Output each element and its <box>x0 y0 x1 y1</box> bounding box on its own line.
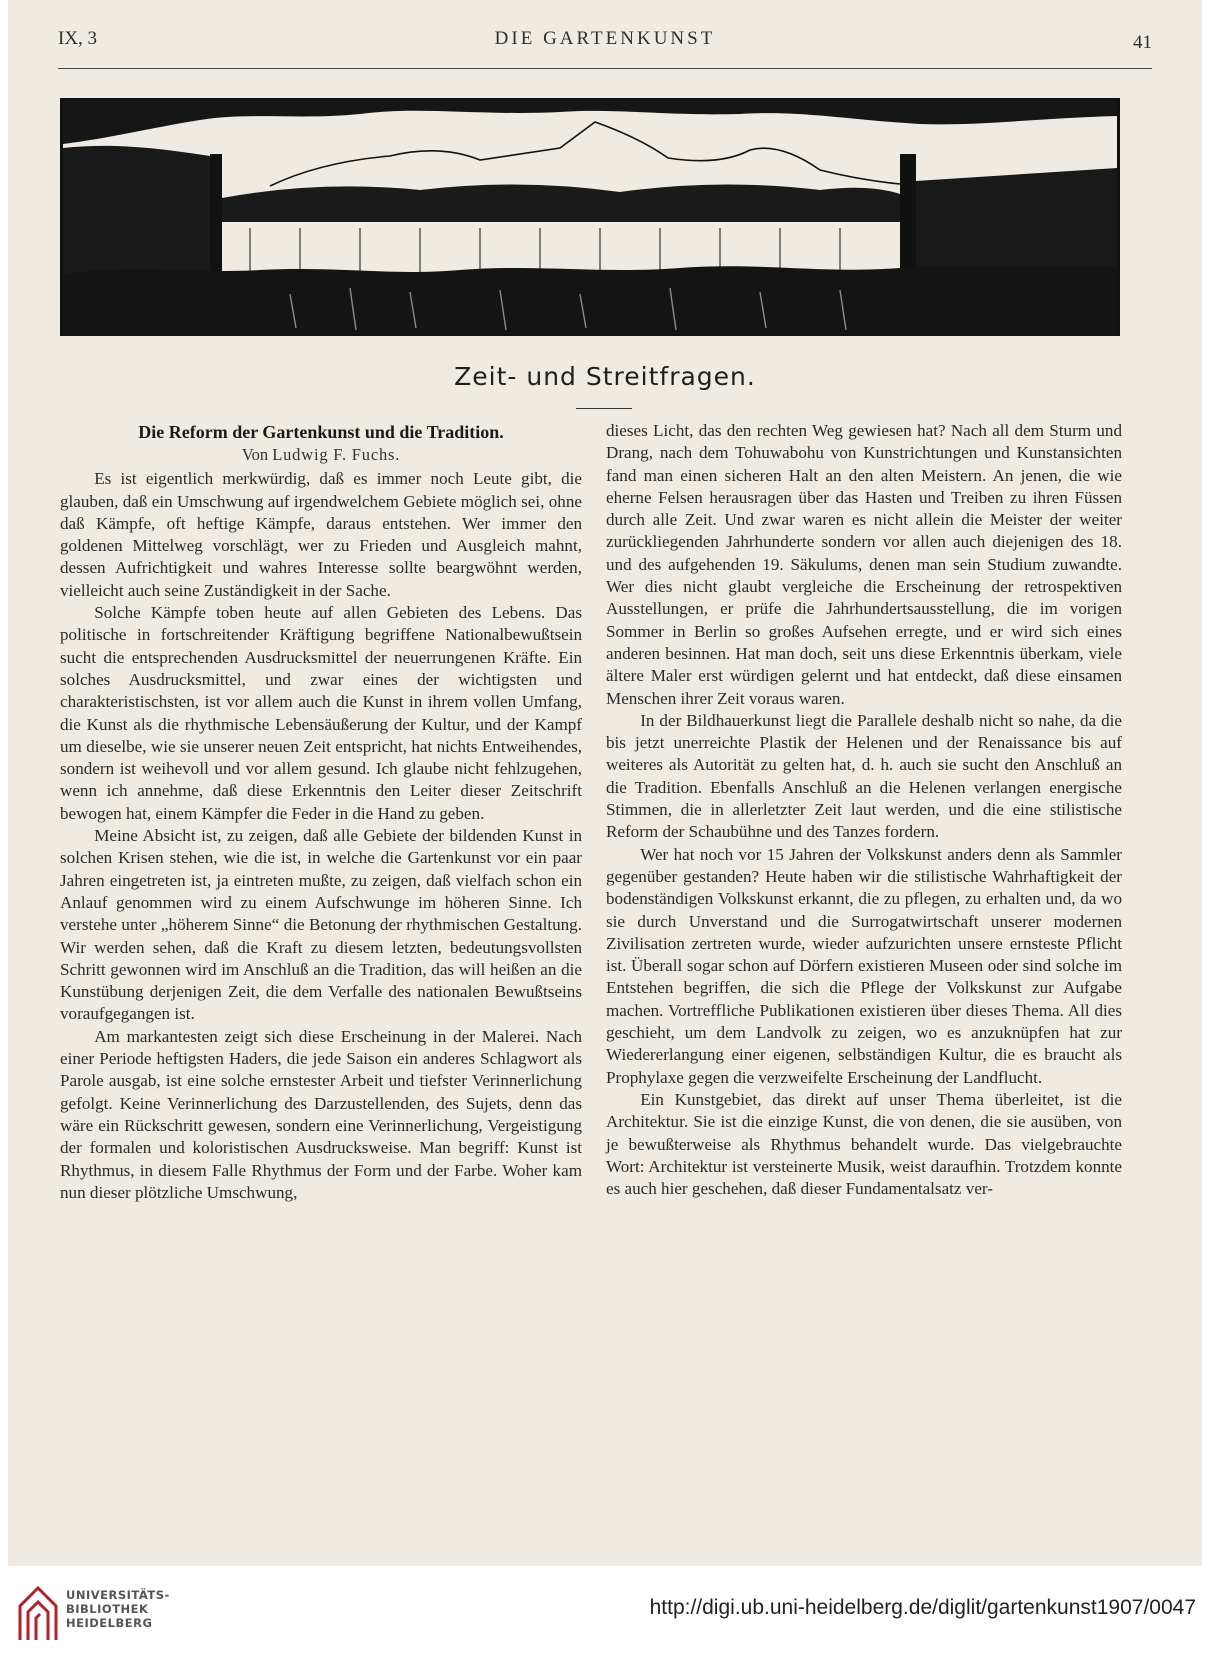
scanned-page <box>8 0 1202 1566</box>
header-rule <box>58 68 1152 69</box>
paragraph: In der Bildhauerkunst liegt die Parallele deshalb nicht so nahe, da die bis jetzt unerreichte Plastik der Helenen und der Renaissance bis auf weiteres als Autorität zu gelten hat, d. h. auch sie sucht den Anschluß an die Tradition. Ebenfalls Anschluß an die Helenen verlangen energische Stimmen, die in allerletzter Zeit laut werden, und die eine stilistische Reform der Schaubühne und des Tanzes fordern. <box>606 710 1122 842</box>
paragraph: Es ist eigentlich merkwürdig, daß es immer noch Leute gibt, die glauben, daß ein Umschwung auf irgendwelchem Gebiete möglich sei, ohne daß Kämpfe, oft heftige Kämpfe, daraus entstehen. Wer immer den goldenen Mittelweg vorschlägt, wer zu Frieden und Ausgleich mahnt, dessen Aufrichtigkeit und wahres Interesse sollte beargwöhnt werden, vielleicht auch seine Zuständigkeit in der Sache. <box>60 469 582 600</box>
section-title: Zeit- und Streitfragen. <box>454 362 756 391</box>
byline-prefix: Von <box>241 445 269 464</box>
library-name: UNIVERSITÄTS- BIBLIOTHEK HEIDELBERG <box>66 1588 170 1630</box>
volume-issue: IX, 3 <box>58 28 98 49</box>
digitization-footer <box>0 1566 1210 1659</box>
paragraph: Solche Kämpfe toben heute auf allen Gebieten des Lebens. Das politische in fortschreitender Kräftigung begriffene Nationalbewußtsein sucht die entsprechenden Ausdrucksmittel der neuerrungenen Kräfte. Ein solches Ausdrucksmittel, und zwar eines der wichtigsten und charakteristischsten, ist vor allem auch die Kunst in ihrem vollen Umfang, die Kunst als die rhythmische Lebensäußerung der Kultur, und der Kampf um dieselbe, wie sie unserer neuen Zeit entspricht, hat nichts Entweihendes, sondern ist weihevoll und vor allem gesund. Ich glaube nicht fehlzugehen, wenn ich annehme, daß diese Erkenntnis den Leiter dieser Zeitschrift bewogen hat, einem Kämpfer die Feder in die Hand zu geben. <box>60 603 582 823</box>
paragraph: Meine Absicht ist, zu zeigen, daß alle Gebiete der bildenden Kunst in solchen Krisen stehen, wie die ist, in welche die Gartenkunst vor ein paar Jahren eingetreten ist, ja eintreten mußte, zu zeigen, daß vielfach schon ein Anlauf genommen wird zu einem Aufschwunge im höheren Sinne. Ich verstehe unter „höherem Sinne“ die Betonung der rhythmischen Gestaltung. Wir werden sehen, daß die Kraft zu diesem letzten, bedeutungsvollsten Schritt gewonnen wird im Anschluß an die Tradition, das will heißen an die Kunstübung derjenigen Zeit, die dem Verfalle des nationalen Bewußtseins voraufgegangen ist. <box>60 826 582 1024</box>
paragraph: Wer hat noch vor 15 Jahren der Volkskunst anders denn als Sammler gegenüber gestanden? Heute haben wir die stilistische Wahrhaftigkeit der bodenständigen Volkskunst erkannt, die zu pflegen, zu erhalten und, da wo sie durch Unverstand und die Surrogatwirtschaft unserer modernen Zivilisation zertreten wurde, wieder aufzurichten unsere ernsteste Pflicht ist. Überall sogar schon auf Dörfern existieren Museen oder sind solche im Entstehen begriffen, die sich die Pflege der Volkskunst zur Aufgabe machen. Vortreffliche Publikationen existieren über dieses Thema. All dies geschieht, um dem Landvolk zu zeigen, wo es anzuknüpfen hat zur Wiedererlangung einer eigenen, selbständigen Kultur, die es braucht als Prophylaxe gegen die verzweifelte Erscheinung der Landflucht. <box>606 844 1122 1087</box>
byline <box>60 444 582 466</box>
journal-title: DIE GARTENKUNST <box>494 28 716 49</box>
author-name: Ludwig F. Fuchs. <box>272 445 401 464</box>
university-library-logo-icon <box>16 1584 60 1644</box>
garden-vignette-illustration <box>60 98 1120 336</box>
paragraph: dieses Licht, das den rechten Weg gewiesen hat? Nach all dem Sturm und Drang, nach dem Tohuwabohu von Kunstrichtungen und Kunstansichten fand man einen sicheren Halt an den alten Meistern. An jenen, die wie eherne Felsen herausragen über das Hasten und Treiben zu ihren Füssen durch alle Zeit. Und zwar waren es nicht allein die Meister der weiter zurückliegenden Jahrhunderte sondern vor allen auch diejenigen des 18. und des aufgehenden 19. Säkulums, denen man sein Studium zuwandte. Wer dies nicht glaubt vergleiche die Erscheinung der retrospektiven Ausstellungen, er prüfe die Jahrhundertsausstellung, die im vorigen Sommer in Berlin so großes Aufsehen erregte, und er wird sich eines anderen besinnen. Hat man doch, seit uns diese Erkenntnis überkam, viele ältere Maler erst würdigen gelernt und hat entdeckt, daß diese einsamen Menschen ihrer Zeit voraus waren. <box>606 421 1122 708</box>
title-rule <box>576 408 632 409</box>
left-column <box>60 420 582 1204</box>
running-head <box>58 28 1152 58</box>
right-column <box>606 420 1122 1200</box>
page-number: 41 <box>1133 32 1152 53</box>
source-url-link[interactable]: http://digi.ub.uni-heidelberg.de/diglit/gartenkunst1907/0047 <box>649 1596 1196 1619</box>
paragraph: Ein Kunstgebiet, das direkt auf unser Thema überleitet, ist die Architektur. Sie ist die einzige Kunst, die von denen, die sie ausüben, von je bewußterweise als Rhythmus behandelt wurde. Das vielgebrauchte Wort: Architektur ist versteinerte Musik, weist daraufhin. Trotzdem konnte es auch hier geschehen, daß dieser Fundamentalsatz ver- <box>606 1089 1122 1199</box>
paragraph: Am markantesten zeigt sich diese Erscheinung in der Malerei. Nach einer Periode heftigsten Haders, die jede Saison ein anderes Schlagwort als Parole ausgab, ist eine solche ernstester Arbeit und tiefster Verinnerlichung gefolgt. Keine Verinnerlichung des Darzustellenden, des Sujets, denn das wäre ein Rückschritt gewesen, sondern eine Verinnerlichung, Vergeistigung der formalen und koloristischen Ausdrucksweise. Man begriff: Kunst ist Rhythmus, in diesem Falle Rhythmus der Form und der Farbe. Woher kam nun dieser plötzliche Umschwung, <box>60 1026 582 1202</box>
article-title: Die Reform der Gartenkunst und die Tradition. <box>138 422 504 442</box>
